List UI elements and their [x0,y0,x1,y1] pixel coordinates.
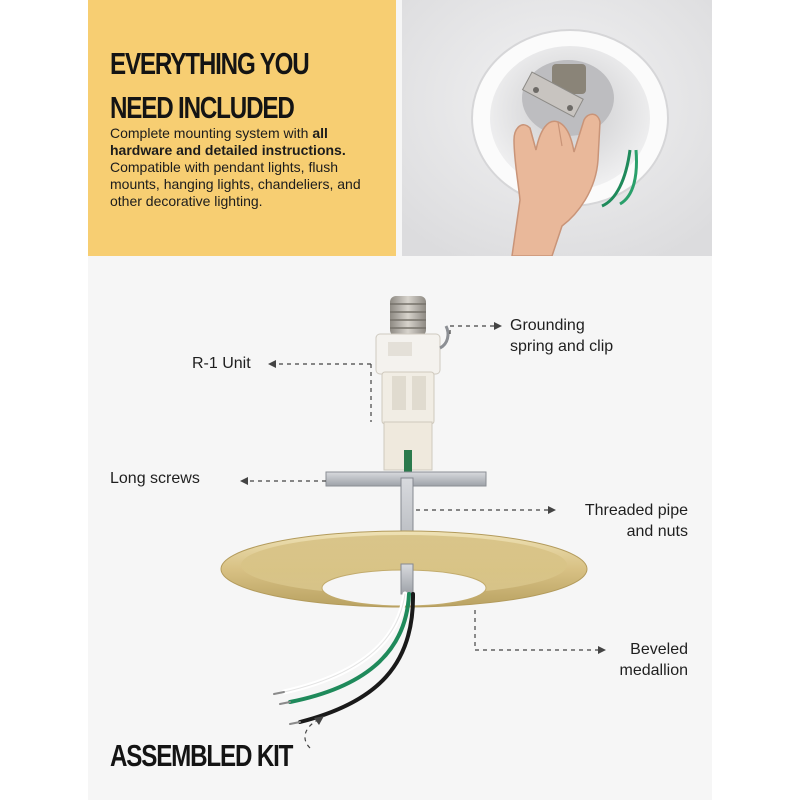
description-bold: all hardware and detailed instructions. [110,125,346,158]
grounding-label [510,315,613,357]
headline-line-2: NEED INCLUDED [110,90,294,125]
grounding-label-line-2: spring and clip [510,338,614,355]
hand-installing-bracket-image [402,0,712,256]
included-description [110,125,378,210]
r1-leader [274,364,371,422]
medallion-label [620,639,688,681]
r1-unit-label: R-1 Unit [192,355,251,372]
lead-wires [274,594,413,724]
r1-unit [376,334,440,472]
included-panel [88,0,396,256]
medallion-label-line-1: Beveled [630,641,688,658]
edison-base [390,296,426,336]
kit-leader [305,720,318,748]
medallion-label-line-2: medallion [619,662,688,679]
grounding-clip [440,326,448,348]
headline-line-1: EVERYTHING YOU [110,46,309,81]
installation-photo [402,0,712,256]
headline [110,42,328,130]
grounding-leader [450,326,496,334]
threaded-label-line-1: Threaded pipe [584,502,688,519]
grounding-label-line-1: Grounding [510,317,585,334]
product-infographic [88,0,712,800]
description-intro: Complete mounting system with [110,125,313,141]
assembled-kit-caption: ASSEMBLED KIT [110,738,293,773]
threaded-pipe-label [585,500,688,542]
medallion-leader [475,610,600,650]
threaded-label-line-2: and nuts [626,523,688,540]
description-rest: Compatible with pendant lights, flush mounts, hanging lights, chandeliers, and other decorative lighting. [110,159,361,209]
long-screws-label: Long screws [110,470,200,487]
